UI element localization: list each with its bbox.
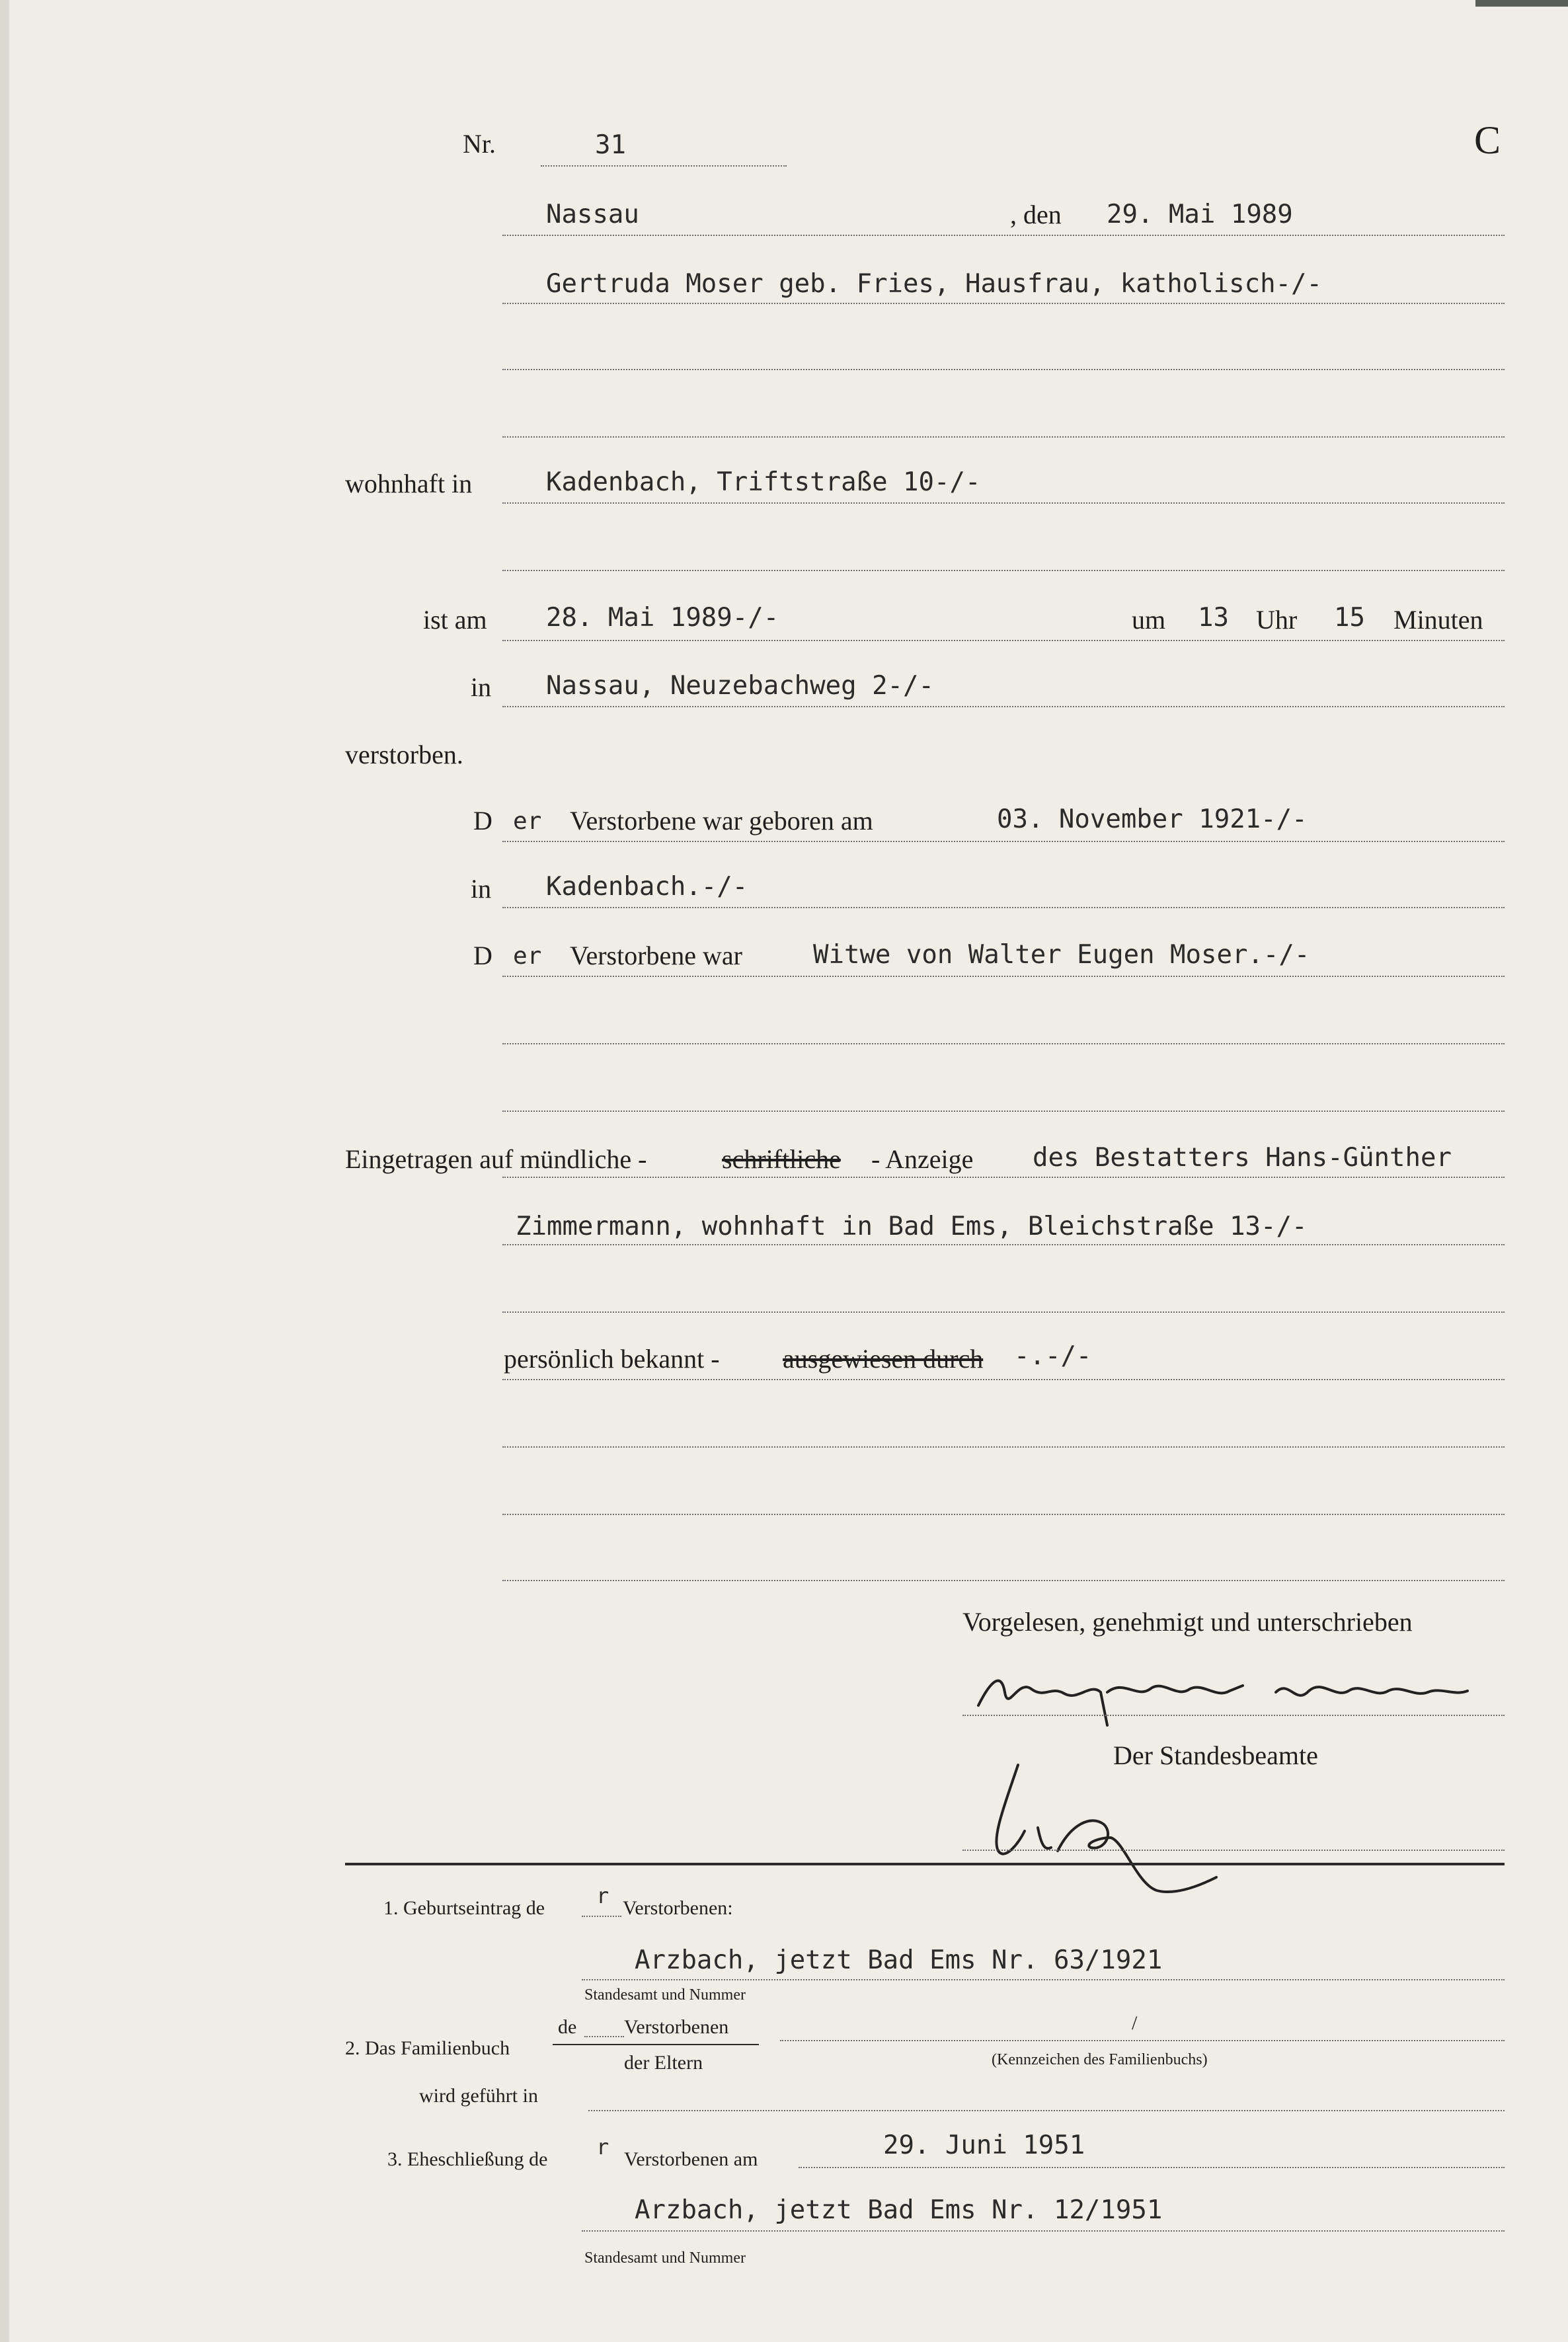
footnote-3-line (582, 2230, 1505, 2232)
death-minute: 15 (1334, 603, 1365, 633)
blank-line-9 (502, 1580, 1505, 1581)
minuten-label: Minuten (1393, 605, 1483, 635)
birth-place: Kadenbach.-/- (546, 872, 748, 902)
registration-label-b: - Anzeige (871, 1144, 974, 1174)
nr-label: Nr. (463, 129, 496, 159)
footnote-3-value: Arzbach, jetzt Bad Ems Nr. 12/1951 (635, 2195, 1163, 2225)
nr-line (541, 165, 787, 167)
blank-line-5 (502, 1111, 1505, 1112)
status-d-letter: D (473, 941, 492, 970)
informant-signature (965, 1653, 1507, 1732)
blank-line-4 (502, 1043, 1505, 1044)
footnote-3-date: 29. Juni 1951 (883, 2130, 1085, 2160)
footnote-3-date-line (799, 2167, 1505, 2168)
registrar-signature-line (962, 1850, 1505, 1851)
footnote-3-label-a: 3. Eheschließung de (387, 2148, 548, 2170)
known-label-a: persönlich bekannt - (504, 1344, 720, 1374)
footnote-1-sup: r (596, 1883, 609, 1908)
birth-label: Verstorbene war geboren am (570, 806, 873, 836)
footnote-2-slash: / (1132, 2012, 1138, 2034)
birth-in-label: in (471, 874, 492, 904)
blank-line-2 (502, 436, 1505, 438)
known-suffix: -.-/- (1014, 1341, 1092, 1371)
registration-label-a: Eingetragen auf mündliche - (345, 1144, 647, 1174)
footnote-1-label-b: Verstorbenen: (623, 1897, 733, 1919)
status-label: Verstorbene war (570, 941, 742, 970)
blank-line-8 (502, 1514, 1505, 1515)
registration-value-1: des Bestatters Hans-Günther (1033, 1143, 1452, 1173)
place-date-line (502, 235, 1505, 236)
name-line (502, 303, 1505, 304)
footnote-2-fraction-line (553, 2044, 759, 2045)
registration-label-struck: schriftliche (722, 1144, 841, 1174)
person-name: Gertruda Moser geb. Fries, Hausfrau, katholisch-/- (546, 269, 1322, 299)
blank-line-3 (502, 570, 1505, 571)
read-approved-text: Vorgelesen, genehmigt und unterschrieben (962, 1607, 1413, 1637)
footnote-2-lower: der Eltern (624, 2052, 703, 2074)
footnote-2-label: 2. Das Familienbuch (345, 2037, 510, 2059)
footnote-1-value: Arzbach, jetzt Bad Ems Nr. 63/1921 (635, 1945, 1163, 1975)
birth-d-letter: D (473, 806, 492, 836)
birth-date: 03. November 1921-/- (997, 804, 1308, 834)
residence-line (502, 502, 1505, 504)
registrar-label: Der Standesbeamte (1113, 1740, 1318, 1770)
footnote-2-de-line (584, 2036, 624, 2037)
page-edge (0, 0, 9, 2342)
footnote-2-wird: wird geführt in (419, 2085, 538, 2107)
status-value: Witwe von Walter Eugen Moser.-/- (813, 940, 1310, 970)
nr-value: 31 (595, 130, 626, 160)
date-value: 29. Mai 1989 (1107, 200, 1293, 229)
footnote-3-caption: Standesamt und Nummer (584, 2249, 746, 2267)
um-label: um (1132, 605, 1166, 635)
death-hour: 13 (1198, 603, 1229, 633)
corner-letter: C (1474, 118, 1501, 162)
status-er-suffix: er (513, 943, 542, 970)
status-line (502, 976, 1505, 977)
footnote-3-sup: r (596, 2134, 609, 2160)
uhr-label: Uhr (1256, 605, 1298, 635)
registration-line-2 (502, 1244, 1505, 1245)
blank-line-6 (502, 1311, 1505, 1313)
registrar-signature (978, 1752, 1243, 1904)
registration-value-2: Zimmermann, wohnhaft in Bad Ems, Bleichstraße 13-/- (516, 1212, 1308, 1241)
death-line (502, 640, 1505, 641)
footnote-1-line (582, 1979, 1505, 1980)
birth-place-line (502, 907, 1505, 908)
birth-line (502, 841, 1505, 842)
footnote-1-label-a: 1. Geburtseintrag de (383, 1897, 545, 1919)
blank-line-7 (502, 1446, 1505, 1448)
registration-line-1 (502, 1177, 1505, 1178)
residence-label: wohnhaft in (345, 469, 473, 498)
informant-signature-line (962, 1715, 1505, 1716)
death-date-label: ist am (423, 605, 487, 635)
verstorben-label: verstorben. (345, 740, 463, 769)
footnote-2-line (780, 2040, 1505, 2041)
footnote-2-wird-line (588, 2110, 1505, 2111)
blank-line-1 (502, 369, 1505, 370)
footnote-2-de: de (558, 2016, 577, 2038)
footnote-2-caption: (Kennzeichen des Familienbuchs) (992, 2051, 1208, 2068)
footnote-3-label-b: Verstorbenen am (624, 2148, 758, 2170)
footnote-1-de-line (582, 1916, 621, 1917)
separator-line (345, 1863, 1505, 1865)
death-in-label: in (471, 672, 492, 702)
residence-value: Kadenbach, Triftstraße 10-/- (546, 467, 981, 497)
den-label: , den (1010, 200, 1062, 229)
known-line (502, 1379, 1505, 1380)
death-place-line (502, 706, 1505, 707)
birth-er-suffix: er (513, 808, 542, 835)
death-place: Nassau, Neuzebachweg 2-/- (546, 671, 934, 701)
death-date-value: 28. Mai 1989-/- (546, 603, 779, 633)
binder-edge (1475, 0, 1568, 7)
known-label-struck: ausgewiesen durch (783, 1344, 984, 1374)
footnote-2-upper: Verstorbenen (624, 2016, 729, 2038)
footnote-1-caption: Standesamt und Nummer (584, 1986, 746, 2004)
place-value: Nassau (546, 200, 639, 229)
